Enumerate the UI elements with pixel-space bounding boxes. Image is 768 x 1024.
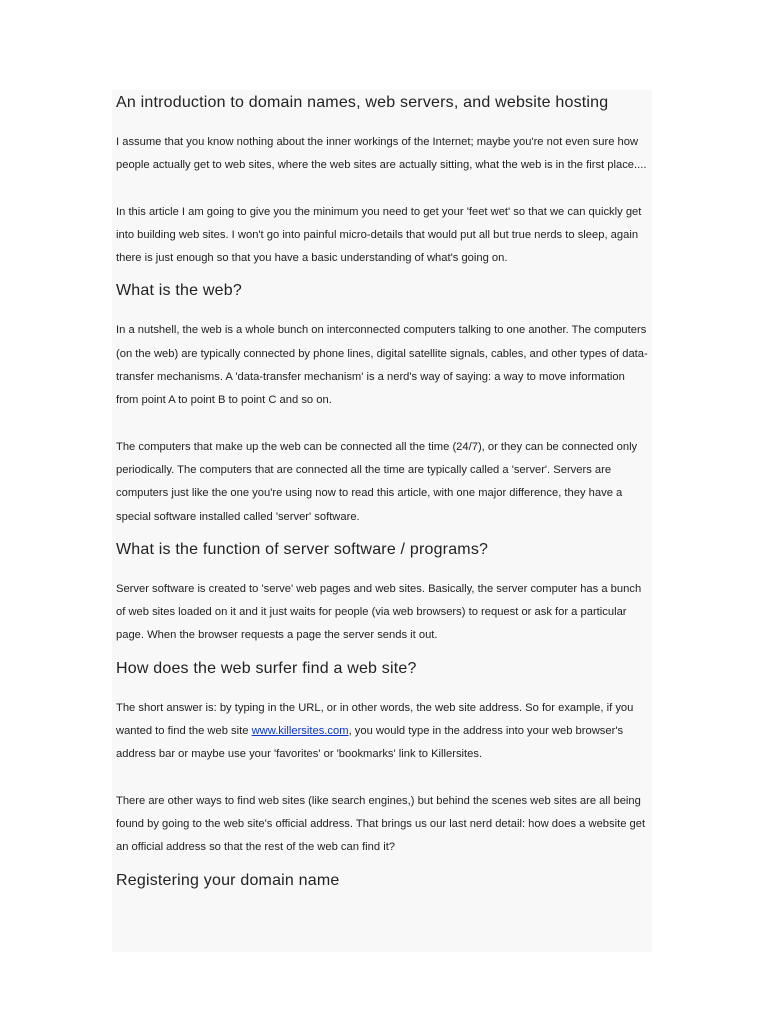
find-website-text-before-link: The short answer is: by typing in the URL, or in other words, the web site address. So for example, if you wanted to find the web site: [116, 701, 634, 738]
article-title: An introduction to domain names, web servers, and website hosting: [116, 94, 609, 111]
server-software-paragraph: Server software is created to 'serve' web pages and web sites. Basically, the server computer has a bunch of web sites loaded on it and it just waits for people (via web browsers) to request or ask for a particular page. When the browser requests a page the server sends it out.: [116, 582, 642, 642]
intro-paragraph-1: I assume that you know nothing about the inner workings of the Internet; maybe you're not even sure how people actually get to web sites, where the web sites are actually sitting, what the web is in the first place....: [116, 136, 647, 172]
section-heading-what-is-web: What is the web?: [116, 282, 242, 300]
section-heading-register-domain: Registering your domain name: [116, 871, 340, 889]
article-body: [112, 94, 652, 890]
find-website-paragraph-2: There are other ways to find web sites (like search engines,) but behind the scenes web sites are all being found by going to the web site's official address. That brings us our last nerd detail: how does a website get an official address so that the rest of the web can find it?: [116, 794, 646, 854]
section-heading-find-website: How does the web surfer find a web site?: [116, 659, 417, 677]
find-website-paragraph-1: [116, 697, 648, 767]
find-website-text-after-link: , you would type in the address into your web browser's address bar or maybe use your 'favorites' or 'bookmarks' link to Killersites.: [116, 725, 624, 761]
web-paragraph-1: In a nutshell, the web is a whole bunch on interconnected computers talking to one another. The computers (on the web) are typically connected by phone lines, digital satellite signals, cables, and other types of data-transfer mechanisms. A 'data-transfer mechanism' is a nerd's way of saying: a way to move information from point A to point B to point C and so on.: [116, 324, 648, 407]
web-paragraph-2: The computers that make up the web can be connected all the time (24/7), or they can be connected only periodically. The computers that are connected all the time are typically called a 'server'. Servers are computers just like the one you're using now to read this article, with one major difference, they have a special software installed called 'server' software.: [116, 440, 638, 523]
document-page: [112, 90, 652, 952]
intro-paragraph-2: In this article I am going to give you the minimum you need to get your 'feet wet' so that we can quickly get into building web sites. I won't go into painful micro-details that would put all but true nerds to sleep, again there is just enough so that you have a basic understanding of what's going on.: [116, 205, 642, 265]
section-heading-server-software: What is the function of server software / programs?: [116, 540, 489, 558]
killersites-link[interactable]: www.killersites.com: [251, 725, 349, 738]
